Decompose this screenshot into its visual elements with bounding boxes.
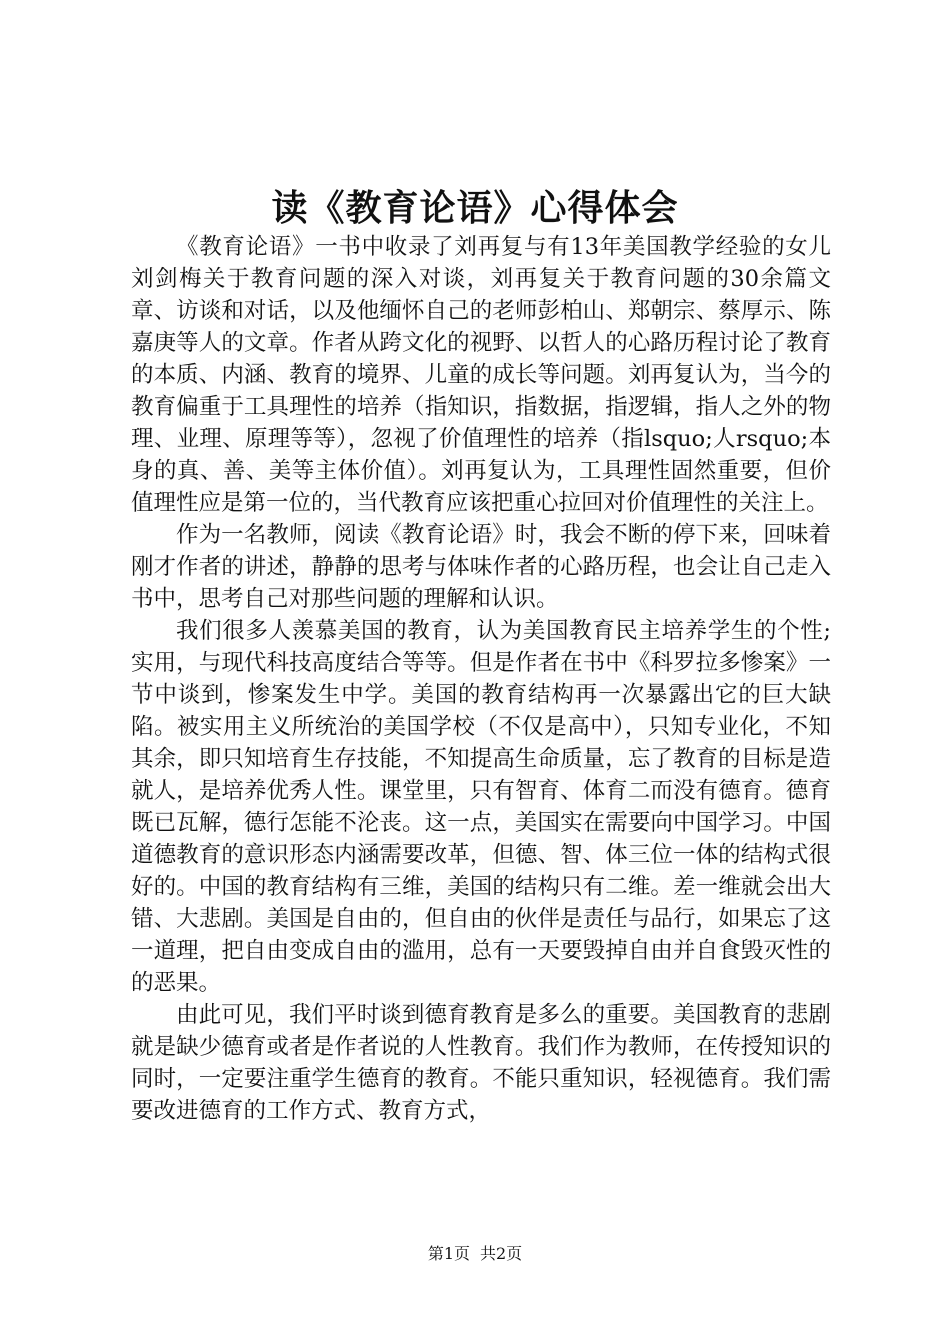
paragraph: 作为一名教师，阅读《教育论语》时，我会不断的停下来，回味着刚才作者的讲述，静静的思考与体味作者的心路历程，也会让自己走入书中，思考自己对那些问题的理解和认识。 <box>131 522 831 612</box>
page-number: 第1页 <box>427 1244 470 1263</box>
document-title: 读《教育论语》心得体会 <box>271 187 679 229</box>
paragraph: 由此可见，我们平时谈到德育教育是多么的重要。美国教育的悲剧就是缺少德育或者是作者说的人性教育。我们作为教师，在传授知识的同时，一定要注重学生德育的教育。不能只重知识，轻视德育。我们需要改进德育的工作方式、教育方式， <box>131 1002 831 1124</box>
paragraph: 我们很多人羡慕美国的教育，认为美国教育民主培养学生的个性;实用，与现代科技高度结合等等。但是作者在书中《科罗拉多惨案》一节中谈到，惨案发生中学。美国的教育结构再一次暴露出它的巨大缺陷。被实用主义所统治的美国学校（不仅是高中），只知专业化，不知其余，即只知培育生存技能，不知提高生命质量，忘了教育的目标是造就人，是培养优秀人性。课堂里，只有智育、体育二而没有德育。德育既已瓦解，德行怎能不沦丧。这一点，美国实在需要向中国学习。中国道德教育的意识形态内涵需要改革，但德、智、体三位一体的结构式很好的。中国的教育结构有三维，美国的结构只有二维。差一维就会出大错、大悲剧。美国是自由的，但自由的伙伴是责任与品行，如果忘了这一道理，把自由变成自由的滥用，总有一天要毁掉自由并自食毁灭性的的恶果。 <box>131 618 831 996</box>
document-body <box>131 231 831 1127</box>
page-footer <box>0 1242 950 1266</box>
page-total: 共2页 <box>480 1244 523 1263</box>
paragraph: 《教育论语》一书中收录了刘再复与有13年美国教学经验的女儿刘剑梅关于教育问题的深入对谈，刘再复关于教育问题的30余篇文章、访谈和对话，以及他缅怀自己的老师彭柏山、郑朝宗、蔡厚示、陈嘉庚等人的文章。作者从跨文化的视野、以哲人的心路历程讨论了教育的本质、内涵、教育的境界、儿童的成长等问题。刘再复认为，当今的教育偏重于工具理性的培养（指知识，指数据，指逻辑，指人之外的物理、业理、原理等等），忽视了价值理性的培养（指lsquo;人rsquo;本身的真、善、美等主体价值）。刘再复认为，工具理性固然重要，但价值理性应是第一位的，当代教育应该把重心拉回对价值理性的关注上。 <box>131 234 831 516</box>
